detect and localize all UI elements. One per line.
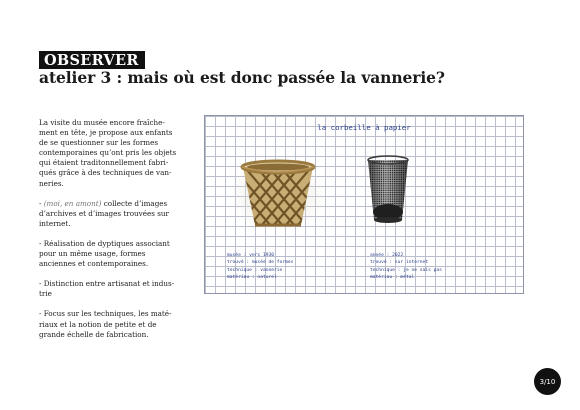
wicker-basket-image (229, 153, 327, 233)
comparison-panel (204, 115, 524, 294)
caption-line: matériau : métal (370, 274, 415, 280)
caption-line: trouvé : musée de formes (227, 260, 294, 266)
description-column (39, 118, 179, 350)
caption-line: technique : vannerie (227, 267, 283, 273)
metal-bin-image (365, 154, 411, 226)
collect-paragraph (39, 199, 179, 229)
panel-title: la corbeille à papier (317, 123, 411, 132)
caption-line: matériau : naturel (227, 274, 277, 280)
aside-prefix: - (39, 198, 44, 208)
caption-line: musée : vers 1930 (227, 253, 275, 258)
section-tag: OBSERVER (39, 51, 145, 69)
page-number-badge: 3/10 (534, 368, 561, 395)
aside-note: (moi, en amont) (43, 198, 102, 208)
caption-line: trouvé : sur internet (370, 260, 429, 266)
vintage-object-caption (227, 252, 293, 281)
focus-paragraph: - Focus sur les techniques, les maté-riaux et la notion de petite et de grande échelle de fabrication. (39, 309, 172, 339)
craft-paragraph: - Distinction entre artisanat et indus-trie (39, 279, 175, 299)
diptych-paragraph: - Réalisation de dyptiques associant pour un même usage, formes anciennes et contemporaines. (39, 238, 170, 269)
page-title: atelier 3 : mais où est donc passée la vannerie? (39, 68, 445, 87)
collect-text: collecte d’images d’archives et d’images trouvées sur internet. (39, 198, 169, 228)
caption-line: technique : je ne sais pas (370, 267, 442, 273)
intro-paragraph: La visite du musée encore fraîche-ment en tête, je propose aux enfants de se questionner sur les formes contemporaines qu’ont pris les objets qui étaient traditonnellement fabri-qués grâce à des techniques de van-neries. (39, 118, 177, 188)
modern-object-caption (370, 252, 442, 281)
caption-line: année : 2022 (370, 253, 404, 258)
